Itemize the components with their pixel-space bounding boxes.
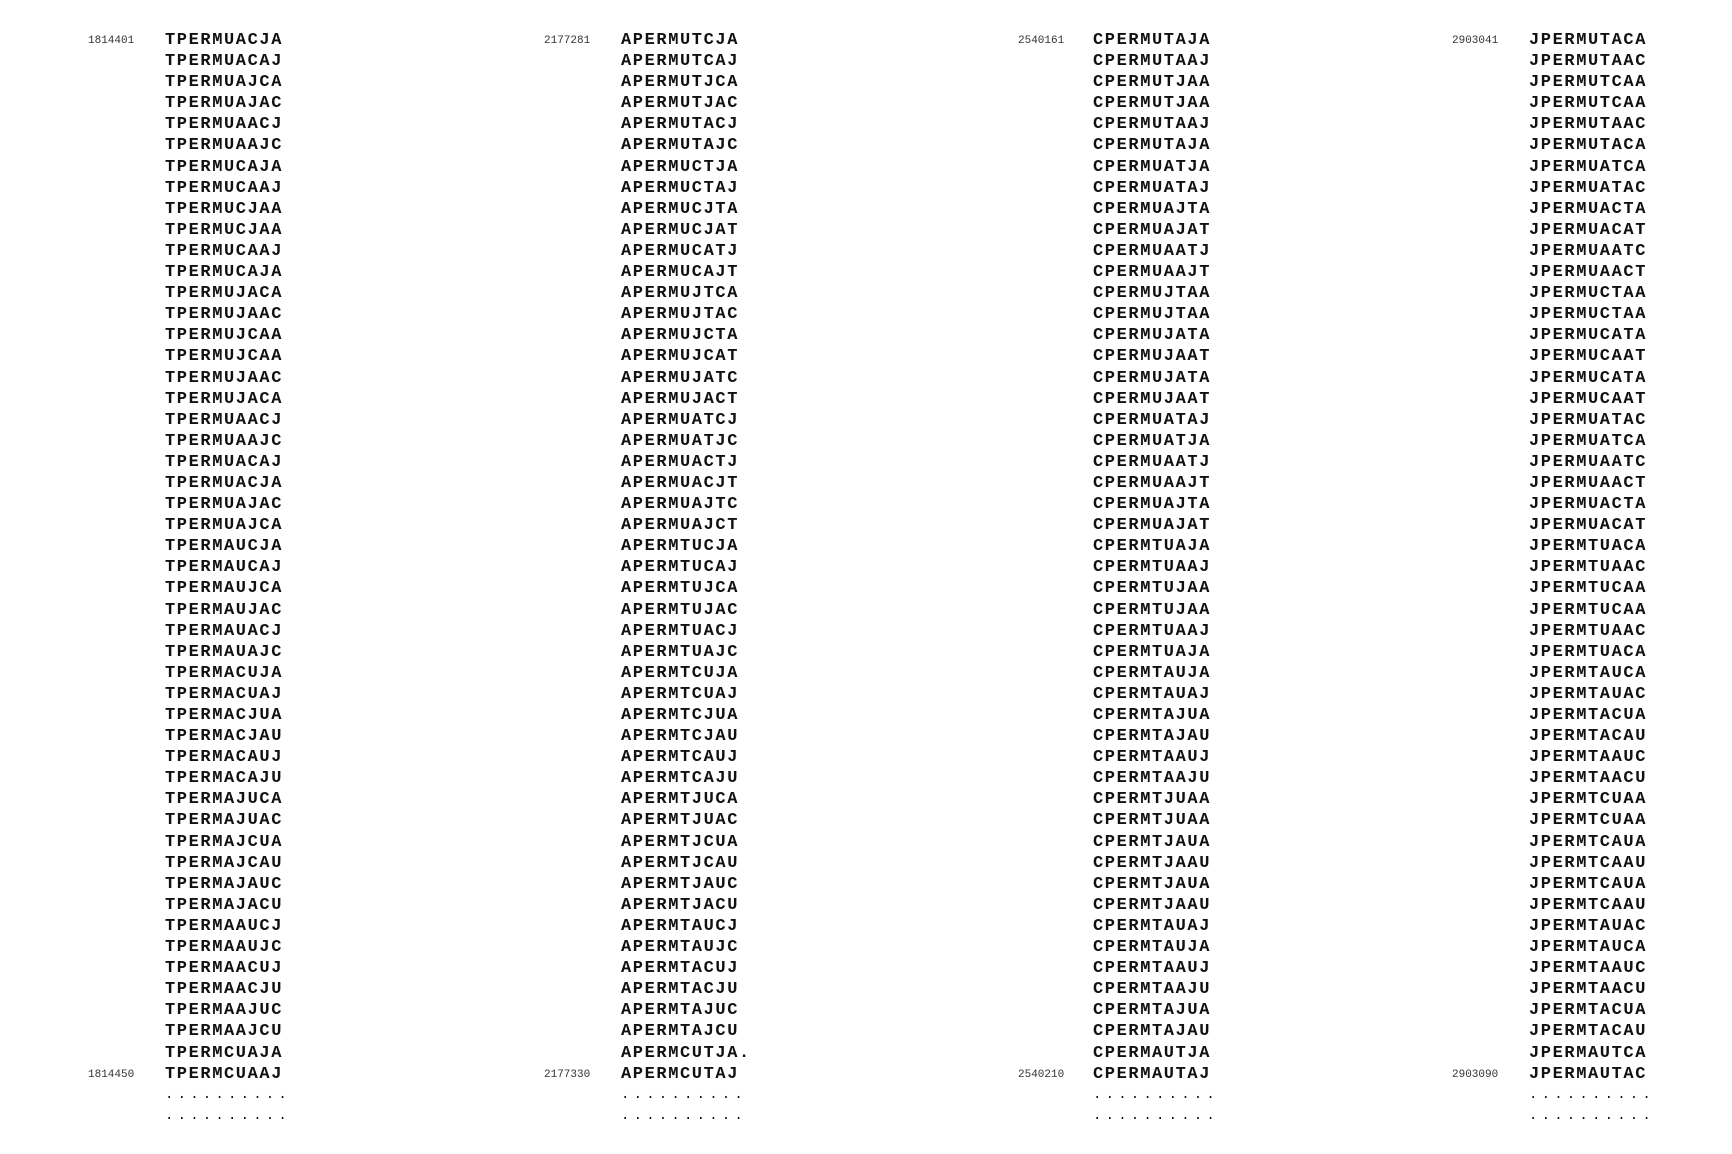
start-line-number: 2177281 [544, 35, 591, 47]
permutation-entry: CPERMTAUJA [1093, 663, 1212, 683]
continuation-dots: .......... [1093, 1086, 1220, 1103]
permutation-entry: JPERMTUACA [1529, 537, 1648, 557]
permutation-entry: JPERMUTACA [1529, 136, 1648, 156]
permutation-entry: TPERMAJCAU [165, 853, 284, 873]
permutation-entry: TPERMUJCAA [165, 326, 284, 346]
permutation-entry: CPERMUJATA [1093, 368, 1212, 388]
permutation-entry: JPERMUCTAA [1529, 284, 1648, 304]
permutation-entry: CPERMTAAUJ [1093, 959, 1212, 979]
permutation-entry: CPERMTJAAU [1093, 853, 1212, 873]
permutation-entry: TPERMUAJAC [165, 94, 284, 114]
permutation-entry: TPERMAJACU [165, 895, 284, 915]
permutation-entry: CPERMTUJAA [1093, 600, 1212, 620]
permutation-entry: TPERMAAJUC [165, 1001, 284, 1021]
permutation-entry: APERMTJUCA [621, 790, 740, 810]
permutation-entry: CPERMUAATJ [1093, 241, 1212, 261]
permutation-entry: CPERMUATJA [1093, 431, 1212, 451]
permutation-entry: CPERMUAJTA [1093, 495, 1212, 515]
permutation-entry: TPERMUJCAA [165, 347, 284, 367]
permutation-entry: TPERMUJACA [165, 284, 284, 304]
permutation-entry: APERMTCJUA [621, 706, 740, 725]
permutation-entry: TPERMUCAAJ [165, 241, 284, 261]
permutation-entry: JPERMUTCAA [1529, 94, 1648, 114]
permutation-entry: APERMUCTAJ [621, 178, 740, 198]
permutation-entry: TPERMACAJU [165, 769, 284, 789]
permutation-entry: APERMTAJUC [621, 1001, 740, 1021]
permutation-list [1529, 30, 1655, 1127]
permutation-entry: TPERMUAACJ [165, 410, 284, 430]
permutation-entry: JPERMUATAC [1529, 410, 1648, 430]
permutation-entry: CPERMUAATJ [1093, 452, 1212, 472]
permutation-entry: APERMUAJTC [621, 495, 740, 515]
permutation-entry: TPERMAUACJ [165, 621, 284, 641]
permutation-entry: CPERMTAAUJ [1093, 748, 1212, 768]
permutation-entry: CPERMUATJA [1093, 157, 1212, 177]
permutation-entry: JPERMUTAAC [1529, 115, 1648, 135]
permutation-entry: JPERMUCAAT [1529, 347, 1648, 367]
permutation-entry: CPERMUTAJA [1093, 31, 1212, 50]
permutation-entry: APERMTUCJA [621, 537, 740, 557]
permutation-entry: CPERMUAJAT [1093, 220, 1212, 240]
permutation-entry: CPERMAUTJA [1093, 1043, 1212, 1063]
start-line-number: 2903041 [1452, 35, 1499, 47]
permutation-entry: JPERMTAACU [1529, 980, 1648, 1000]
continuation-dots: .......... [621, 1086, 748, 1103]
permutation-entry: JPERMUCATA [1529, 368, 1648, 388]
permutation-entry: TPERMUACAJ [165, 52, 284, 72]
permutation-entry: TPERMAJCUA [165, 832, 284, 852]
permutation-list [621, 30, 751, 1127]
permutation-entry: JPERMUACTA [1529, 199, 1648, 219]
permutation-entry: TPERMAJUCA [165, 790, 284, 810]
permutation-entry: APERMTJAUC [621, 874, 740, 894]
permutation-entry: APERMUJTAC [621, 305, 740, 325]
permutation-entry: TPERMUJAAC [165, 368, 284, 388]
permutation-entry: CPERMTJUAA [1093, 790, 1212, 810]
permutation-entry: JPERMAUTCA [1529, 1043, 1648, 1063]
permutation-entry: CPERMTJAUA [1093, 832, 1212, 852]
permutation-entry: TPERMAJUAC [165, 811, 284, 831]
permutation-entry: JPERMUTAAC [1529, 52, 1648, 72]
permutation-entry: APERMTJCUA [621, 832, 740, 852]
permutation-entry: APERMTJUAC [621, 811, 740, 831]
permutation-entry: JPERMTAUCA [1529, 663, 1648, 683]
permutation-entry: JPERMTUAAC [1529, 621, 1648, 641]
permutation-entry: APERMTAJCU [621, 1022, 740, 1042]
permutation-entry: JPERMUCAAT [1529, 389, 1648, 409]
permutation-entry: JPERMUACAT [1529, 516, 1648, 536]
permutation-entry: JPERMTACAU [1529, 727, 1648, 747]
permutation-entry: APERMTJACU [621, 895, 740, 915]
continuation-dots: .......... [165, 1086, 292, 1103]
permutation-entry: JPERMUATCA [1529, 157, 1648, 177]
permutation-entry: TPERMUACJA [165, 31, 284, 50]
permutation-entry: CPERMTAUJA [1093, 938, 1212, 958]
permutation-entry: CPERMUAJTA [1093, 199, 1212, 219]
permutation-entry: JPERMTCAAU [1529, 853, 1648, 873]
permutation-entry: TPERMUJACA [165, 389, 284, 409]
permutation-entry: JPERMTCAAU [1529, 895, 1648, 915]
continuation-dots: .......... [1093, 1107, 1220, 1124]
end-line-number: 2177330 [544, 1068, 591, 1081]
permutation-entry: JPERMUAATC [1529, 452, 1648, 472]
permutation-entry: TPERMACJUA [165, 706, 284, 725]
permutation-entry: JPERMTAUAC [1529, 916, 1648, 936]
permutation-entry: CPERMUTAAJ [1093, 115, 1212, 135]
permutation-entry: APERMUATCJ [621, 410, 740, 430]
permutation-entry: TPERMAACUJ [165, 959, 284, 979]
permutation-entry: APERMTUJCA [621, 579, 740, 599]
permutation-entry: JPERMTAAUC [1529, 748, 1648, 768]
permutation-entry: TPERMACUJA [165, 663, 284, 683]
permutation-entry: JPERMUACAT [1529, 220, 1648, 240]
permutation-entry: JPERMUATCA [1529, 431, 1648, 451]
permutation-entry: APERMUTACJ [621, 115, 740, 135]
permutation-entry: JPERMUCATA [1529, 326, 1648, 346]
permutation-entry: APERMUTJCA [621, 73, 740, 93]
permutation-entry: TPERMACAUJ [165, 748, 284, 768]
permutation-entry: JPERMUAACT [1529, 263, 1648, 283]
permutation-entry: JPERMUTACA [1529, 31, 1648, 50]
permutation-entry: JPERMTAUAC [1529, 684, 1648, 704]
permutation-entry: JPERMUCTAA [1529, 305, 1648, 325]
permutation-entry: JPERMUTCAA [1529, 73, 1648, 93]
permutation-entry: TPERMAUJAC [165, 600, 284, 620]
end-line-number: 2540210 [1018, 1068, 1065, 1081]
permutation-entry: TPERMAAJCU [165, 1022, 284, 1042]
permutation-entry: APERMCUTAJ [621, 1064, 740, 1084]
permutation-entry: CPERMUJTAA [1093, 284, 1212, 304]
permutation-entry: CPERMTUAAJ [1093, 621, 1212, 641]
permutation-entry: CPERMTAUAJ [1093, 916, 1212, 936]
permutation-entry: TPERMUAAJC [165, 136, 284, 156]
permutation-entry: CPERMTAJUA [1093, 706, 1212, 725]
permutation-entry: TPERMUCAJA [165, 157, 284, 177]
permutation-entry: CPERMTAUAJ [1093, 684, 1212, 704]
permutation-entry: CPERMTAJAU [1093, 727, 1212, 747]
permutation-entry: TPERMAUAJC [165, 642, 284, 662]
permutation-entry: JPERMTUAAC [1529, 558, 1648, 578]
permutation-entry: APERMUJTCA [621, 284, 740, 304]
permutation-entry: JPERMAUTAC [1529, 1064, 1648, 1084]
permutation-entry: JPERMUATAC [1529, 178, 1648, 198]
permutation-entry: CPERMTJAAU [1093, 895, 1212, 915]
permutation-entry: CPERMUTAAJ [1093, 52, 1212, 72]
permutation-entry: CPERMUAJAT [1093, 516, 1212, 536]
permutation-entry: JPERMTUCAA [1529, 579, 1648, 599]
permutation-entry: CPERMTUAAJ [1093, 558, 1212, 578]
permutation-entry: JPERMTAAUC [1529, 959, 1648, 979]
permutation-entry: APERMUAJCT [621, 516, 740, 536]
permutation-entry: APERMTCUAJ [621, 684, 740, 704]
permutation-entry: APERMTUJAC [621, 600, 740, 620]
permutation-entry: TPERMUACAJ [165, 452, 284, 472]
continuation-dots: .......... [165, 1107, 292, 1124]
permutation-entry: TPERMUCAAJ [165, 178, 284, 198]
permutation-entry: APERMUACTJ [621, 452, 740, 472]
permutation-entry: APERMTCAJU [621, 769, 740, 789]
permutation-entry: APERMUCJAT [621, 220, 740, 240]
permutation-entry: CPERMUJATA [1093, 326, 1212, 346]
permutation-entry: TPERMAACJU [165, 980, 284, 1000]
permutation-entry: CPERMTUJAA [1093, 579, 1212, 599]
permutation-entry: CPERMUATAJ [1093, 410, 1212, 430]
permutation-entry: APERMTCJAU [621, 727, 740, 747]
permutation-entry: TPERMACUAJ [165, 684, 284, 704]
permutation-entry: CPERMUJAAT [1093, 347, 1212, 367]
permutation-entry: CPERMTAAJU [1093, 980, 1212, 1000]
permutation-entry: TPERMUAJCA [165, 516, 284, 536]
permutation-entry: TPERMAUCJA [165, 537, 284, 557]
permutation-entry: TPERMAUCAJ [165, 558, 284, 578]
permutation-entry: TPERMUACJA [165, 473, 284, 493]
permutation-entry: JPERMTCAUA [1529, 874, 1648, 894]
permutation-entry: APERMTCAUJ [621, 748, 740, 768]
permutation-entry: TPERMUCJAA [165, 220, 284, 240]
permutation-entry: JPERMTUACA [1529, 642, 1648, 662]
permutation-entry: TPERMUCJAA [165, 199, 284, 219]
permutation-entry: TPERMACJAU [165, 727, 284, 747]
permutation-entry: TPERMCUAAJ [165, 1064, 284, 1084]
permutation-entry: CPERMUJAAT [1093, 389, 1212, 409]
permutation-entry: APERMUJCTA [621, 326, 740, 346]
permutation-entry: JPERMTACAU [1529, 1022, 1648, 1042]
permutation-entry: CPERMUAAJT [1093, 473, 1212, 493]
permutation-entry: APERMTUAJC [621, 642, 740, 662]
permutation-entry: APERMTCUJA [621, 663, 740, 683]
permutation-entry: APERMTJCAU [621, 853, 740, 873]
permutation-entry: APERMUTAJC [621, 136, 740, 156]
continuation-dots: .......... [1529, 1086, 1656, 1103]
start-line-number: 1814401 [88, 35, 135, 47]
permutation-entry: APERMUTCJA [621, 31, 740, 50]
permutation-entry: APERMTAUCJ [621, 916, 740, 936]
permutation-entry: JPERMTCUAA [1529, 790, 1648, 810]
permutation-entry: JPERMTCUAA [1529, 811, 1648, 831]
permutation-entry: APERMCUTJA. [621, 1043, 751, 1063]
permutation-entry: JPERMTAUCA [1529, 938, 1648, 958]
permutation-entry: APERMUCATJ [621, 241, 740, 261]
permutation-entry: APERMTACUJ [621, 959, 740, 979]
permutation-entry: APERMUATJC [621, 431, 740, 451]
permutation-entry: TPERMUCAJA [165, 263, 284, 283]
permutation-entry: APERMUCJTA [621, 199, 740, 219]
permutation-entry: CPERMTAJAU [1093, 1022, 1212, 1042]
permutation-entry: TPERMAJAUC [165, 874, 284, 894]
permutation-entry: TPERMAUJCA [165, 579, 284, 599]
permutation-entry: APERMUJATC [621, 368, 740, 388]
permutation-entry: APERMTUACJ [621, 621, 740, 641]
permutation-entry: APERMUCTJA [621, 157, 740, 177]
continuation-dots: .......... [1529, 1107, 1656, 1124]
permutation-entry: TPERMAAUJC [165, 938, 284, 958]
permutation-entry: JPERMTAACU [1529, 769, 1648, 789]
permutation-entry: CPERMTUAJA [1093, 642, 1212, 662]
permutation-entry: APERMUCAJT [621, 263, 740, 283]
permutation-entry: CPERMUATAJ [1093, 178, 1212, 198]
permutation-entry: CPERMTJUAA [1093, 811, 1212, 831]
permutation-entry: TPERMUAAJC [165, 431, 284, 451]
permutation-entry: APERMUACJT [621, 473, 740, 493]
permutation-entry: JPERMUAACT [1529, 473, 1648, 493]
permutation-entry: TPERMUAACJ [165, 115, 284, 135]
end-line-number: 2903090 [1452, 1068, 1499, 1081]
permutation-entry: CPERMTAJUA [1093, 1001, 1212, 1021]
permutation-entry: TPERMAAUCJ [165, 916, 284, 936]
permutation-entry: CPERMUJTAA [1093, 305, 1212, 325]
permutation-entry: CPERMUAAJT [1093, 263, 1212, 283]
permutation-entry: APERMUJCAT [621, 347, 740, 367]
permutation-list [165, 30, 291, 1127]
permutation-entry: CPERMUTJAA [1093, 94, 1212, 114]
permutation-entry: JPERMTUCAA [1529, 600, 1648, 620]
permutation-entry: CPERMTJAUA [1093, 874, 1212, 894]
permutation-entry: APERMTUCAJ [621, 558, 740, 578]
permutation-entry: TPERMUAJAC [165, 495, 284, 515]
permutation-entry: JPERMTACUA [1529, 706, 1648, 725]
permutation-entry: TPERMCUAJA [165, 1043, 284, 1063]
permutation-entry: TPERMUAJCA [165, 73, 284, 93]
permutation-entry: JPERMTACUA [1529, 1001, 1648, 1021]
permutation-entry: CPERMUTJAA [1093, 73, 1212, 93]
permutation-entry: JPERMTCAUA [1529, 832, 1648, 852]
permutation-entry: CPERMTAAJU [1093, 769, 1212, 789]
start-line-number: 2540161 [1018, 35, 1065, 47]
permutation-entry: APERMUJACT [621, 389, 740, 409]
permutation-entry: CPERMUTAJA [1093, 136, 1212, 156]
permutation-entry: APERMTAUJC [621, 938, 740, 958]
end-line-number: 1814450 [88, 1068, 135, 1081]
permutation-entry: JPERMUACTA [1529, 495, 1648, 515]
permutation-entry: CPERMAUTAJ [1093, 1064, 1212, 1084]
permutation-entry: APERMUTJAC [621, 94, 740, 114]
permutation-entry: JPERMUAATC [1529, 241, 1648, 261]
continuation-dots: .......... [621, 1107, 748, 1124]
permutation-list [1093, 30, 1219, 1127]
permutation-entry: CPERMTUAJA [1093, 537, 1212, 557]
permutation-entry: APERMTACJU [621, 980, 740, 1000]
permutation-entry: APERMUTCAJ [621, 52, 740, 72]
permutation-entry: TPERMUJAAC [165, 305, 284, 325]
